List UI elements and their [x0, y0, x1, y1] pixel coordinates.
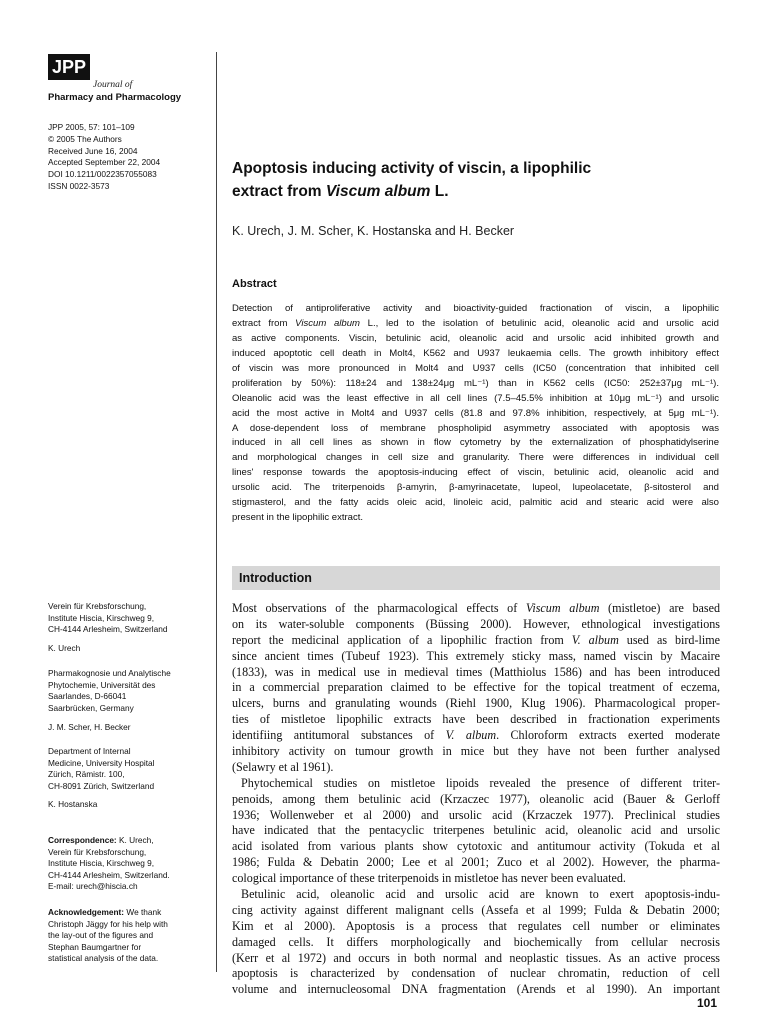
journal-of-label: Journal of [93, 80, 133, 90]
affiliation-line: Phytochemie, Universität des [48, 679, 156, 690]
abstract-line: induced in all cell lines as shown in flow cytometry by the externalization of phosphatidylserine [232, 437, 719, 449]
journal-logo: JPP [48, 54, 90, 80]
affiliation-line: Institute Hiscia, Kirschweg 9, [48, 612, 155, 623]
acknowledgement-line: statistical analysis of the data. [48, 953, 159, 963]
acknowledgement-start: We thank [124, 907, 162, 917]
body-text-line: Most observations of the pharmacological effects of Viscum album (mistletoe) are based [232, 601, 720, 615]
pubinfo-received: Received June 16, 2004 [48, 145, 138, 156]
abstract-line: of viscin was more pronounced in Molt4 and U937 cells (IC50 (concentration that inhibited cell [232, 362, 719, 374]
affiliation-line: Medicine, University Hospital [48, 757, 155, 768]
body-text-line: ties of mistletoe lipophilic extracts have been described in fractionation experiments [232, 712, 720, 727]
body-text-line: 1986; Fulda & Debatin 2000; Lee et al 2001; Zuco et al 2002). However, the pharma- [232, 855, 720, 870]
body-text-line: Betulinic acid, oleanolic acid and ursolic acid are known to exert apoptosis-indu- [241, 887, 720, 902]
author-list: K. Urech, J. M. Scher, K. Hostanska and H. Becker [232, 224, 515, 238]
abstract-line: lines' response towards the apoptosis-inducing effect of viscin, betulinic acid, oleanolic acid and [232, 467, 719, 479]
pubinfo-citation: JPP 2005, 57: 101–109 [48, 122, 135, 132]
abstract-line: extract from Viscum album L., led to the isolation of betulinic acid, oleanolic acid and ursolic acid [232, 317, 719, 329]
body-text-line: cological importance of these triterpenoids in mistletoe has never been evaluated. [232, 871, 626, 886]
journal-name: Pharmacy and Pharmacology [48, 92, 182, 103]
affiliation-saarland [48, 668, 213, 714]
article-title [232, 158, 732, 203]
acknowledgement-block [48, 907, 213, 965]
body-text-line: inhibitory activity on tumour growth in mice but they have not been further analysed [232, 744, 720, 759]
affiliation-line: Zürich, Rämistr. 100, [48, 769, 125, 779]
acknowledgement-label: Acknowledgement: [48, 907, 125, 917]
abstract-heading: Abstract [232, 278, 277, 290]
abstract-line: proliferation by 50%): 118±24 and 138±24μg mL⁻¹) than in K562 cells (IC50: 252±37μg mL⁻¹). [232, 377, 719, 389]
body-text-line: Phytochemical studies on mistletoe lipoids revealed the presence of different triter- [241, 775, 720, 790]
abstract-line: ursolic acid. The triterpenoids β-amyrin, β-amyrinacetate, lupeol, lupeolacetate, β-sitosterol and [232, 482, 719, 494]
body-text-line: have indicated that the pentacyclic triterpenes betulinic acid, oleanolic acid and ursolic [232, 823, 720, 838]
affiliation-hiscia [48, 601, 213, 636]
introduction-heading: Introduction [239, 571, 312, 585]
title-line-2-post: L. [430, 182, 449, 200]
acknowledgement-line: the lay-out of the figures and [48, 930, 154, 940]
abstract-line: present in the lipophilic extract. [232, 512, 364, 524]
body-text-line: damaged cells. It differs morphologically and biochemically from cellular necrosis [232, 934, 720, 949]
affiliation-author-scher-becker [48, 722, 213, 734]
acknowledgement-first-line [48, 907, 213, 919]
body-text-line: identifiing antitumoral substances of V. album. Chloroform extracts exerted moderate [232, 728, 720, 743]
title-species: Viscum album [325, 182, 431, 200]
body-text-line: report the medicinal application of a lipophilic fraction from V. album used as bird-lime [232, 632, 720, 647]
page-number: 101 [697, 996, 718, 1010]
body-text-line: since ancient times (Tubeuf 1923). This extremely sticky mass, named viscin by Macaire [232, 648, 720, 663]
affiliation-author: J. M. Scher, H. Becker [48, 722, 131, 732]
affiliation-author-hostanska [48, 799, 213, 811]
body-text-line: (Selawry et al 1961). [232, 759, 334, 774]
affiliation-line: Pharmakognosie und Analytische [48, 668, 171, 678]
affiliation-author-urech [48, 643, 213, 655]
body-text-line: on its water-soluble components (Büssing 2000). However, ethnological investigations [232, 616, 720, 631]
body-text-line: cing activity against different malignant cells (Assefa et al 1999; Fulda & Debatin 2000; [232, 902, 720, 917]
body-text-line: (Kerr et al 1972) and occurs in both normal and neoplastic tissues. As an active process [232, 950, 720, 965]
affiliation-line: Department of Internal [48, 746, 131, 756]
correspondence-name: K. Urech, [116, 835, 154, 845]
pubinfo-accepted: Accepted September 22, 2004 [48, 157, 161, 168]
body-text-line: volume and internucleosomal DNA fragmentation (Arends et al 1990). An important [232, 982, 720, 997]
publication-info [48, 122, 208, 193]
affiliation-zurich [48, 746, 213, 792]
acknowledgement-line: Stephan Baumgartner for [48, 941, 142, 952]
affiliation-line: Saarbrücken, Germany [48, 702, 134, 713]
correspondence-line: CH-4144 Arlesheim, Switzerland. [48, 869, 170, 880]
affiliation-line: Saarlandes, D-66041 [48, 691, 127, 701]
body-text-line: in a commercial preparation claimed to be effective for the topical treatment of eczema, [232, 680, 720, 695]
abstract-line: and morphological changes in cell size and granularity. There were differences in individual cell [232, 452, 719, 464]
abstract-line: Oleanolic acid was the least effective in all cell lines (7.5–45.5% inhibition at 10μg mL⁻¹) and ursolic [232, 392, 719, 404]
correspondence-first-line [48, 835, 213, 847]
correspondence-line: Verein für Krebsforschung, [48, 846, 147, 857]
introduction-body [232, 601, 720, 998]
correspondence-email: E-mail: urech@hiscia.ch [48, 881, 138, 891]
body-text-line: acid isolated from various plants show cytotoxic and antitumour activity (Tokuda et al [232, 839, 720, 854]
body-text-line: penoids, among them betulinic acid (Krzaczec 1977), oleanolic acid (Bauer & Gerloff [232, 791, 720, 806]
affiliation-line: Verein für Krebsforschung, [48, 601, 147, 611]
body-text-line: 1936; Wollenweber et al 2000) and ursolic acid (Krzaczek 1977). Preclinical studies [232, 807, 720, 822]
body-text-line: ulcers, burns and granulating wounds (Riehl 1900, Klug 1906). Pharmacological proper- [232, 696, 720, 711]
correspondence-block [48, 835, 213, 893]
affiliation-line: CH-8091 Zürich, Switzerland [48, 780, 155, 791]
correspondence-label: Correspondence: [48, 835, 117, 845]
pubinfo-issn: ISSN 0022-3573 [48, 180, 110, 191]
affiliation-author: K. Hostanska [48, 799, 98, 809]
abstract-line: acid the most active in Molt4 and U937 cells (81.8 and 97.8% inhibition, respectively, at 5μg mL⁻¹). [232, 407, 719, 419]
abstract-line: stigmasterol, and the fatty acids oleic acid, linoleic acid, palmitic acid and stearic acid were also [232, 497, 719, 509]
abstract-line: as active components. Viscin, betulinic acid, oleanolic acid and ursolic acid inhibited growth and [232, 332, 719, 344]
body-text-line: Kim et al 2000). Apoptosis is a process that regulates cell number or eliminates [232, 918, 720, 933]
title-line-1: Apoptosis inducing activity of viscin, a lipophilic [232, 160, 592, 177]
correspondence-line: Institute Hiscia, Kirschweg 9, [48, 858, 155, 868]
acknowledgement-line: Christoph Jäggy for his help with [48, 918, 168, 929]
affiliation-line: CH-4144 Arlesheim, Switzerland [48, 624, 168, 634]
abstract-line: Detection of antiproliferative activity and bioactivity-guided fractionation of viscin, a lipophilic [232, 303, 719, 314]
column-divider [216, 52, 217, 972]
body-text-line: (1833), was in medical use in medieval times (Matthiolus 1586) and has been introduced [232, 664, 720, 679]
body-text-line: apoptosis is characterized by condensation of nuclear chromatin, reduction of cell [232, 966, 720, 981]
title-line-2 [232, 181, 732, 204]
abstract-line: A dose-dependent loss of membrane phospholipid asymmetry associated with apoptosis was [232, 422, 719, 434]
pubinfo-copyright: © 2005 The Authors [48, 133, 122, 144]
affiliation-author: K. Urech [48, 643, 81, 653]
abstract-body [232, 302, 719, 526]
pubinfo-doi: DOI 10.1211/0022357055083 [48, 169, 157, 180]
title-line-2-pre: extract from [232, 182, 326, 200]
abstract-line: induced apoptotic cell death in Molt4, K562 and U937 leukaemia cells. The growth inhibitory effect [232, 347, 719, 359]
